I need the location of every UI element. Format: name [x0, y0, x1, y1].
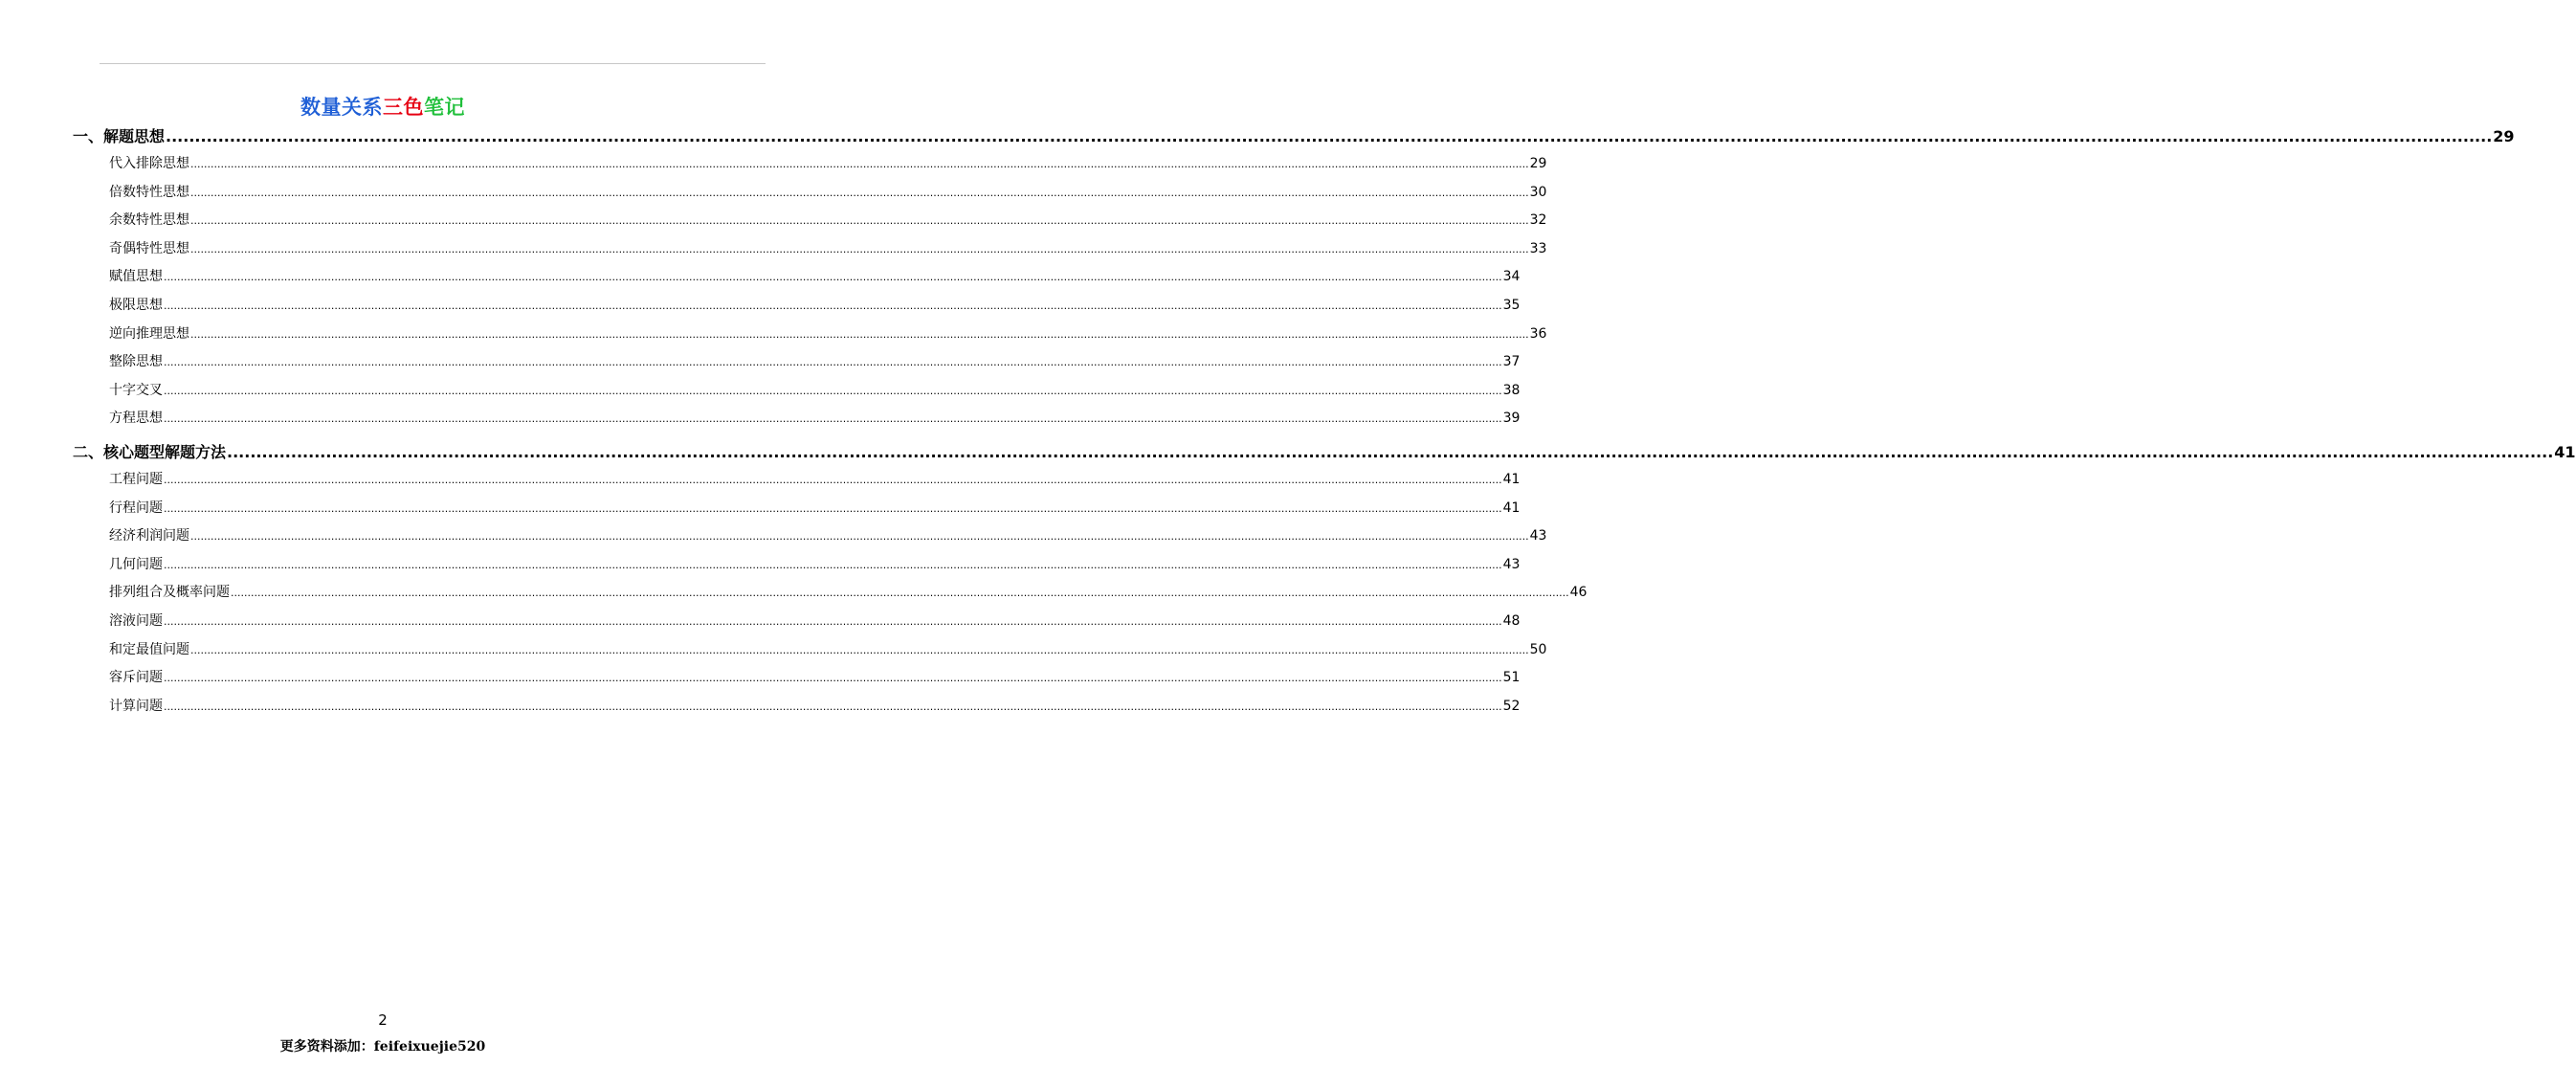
dot-leader: ................................................................................................................................................................................................................................................................................................................................................................................................................ — [164, 384, 1502, 397]
toc-item[interactable] — [73, 408, 1521, 436]
title-part-three-color: 三色 — [383, 96, 424, 119]
toc-item[interactable] — [73, 266, 1521, 295]
toc-entry-label: 倍数特性思想 — [109, 184, 189, 200]
toc-entry-page: 32 — [1529, 212, 1547, 229]
header-rule — [100, 63, 766, 64]
toc-entry-page: 48 — [1502, 612, 1521, 629]
dot-leader: ................................................................................................................................................................................................................................................................................................................................................................................................................ — [190, 327, 1529, 341]
toc-item[interactable] — [73, 182, 1547, 211]
dot-leader: ................................................................................................................................................................................................................................................................................................................................................................................................................ — [190, 214, 1529, 228]
toc-entry-page: 41 — [1502, 471, 1521, 487]
toc-entry-page: 51 — [1502, 670, 1521, 686]
toc-item[interactable] — [73, 667, 1521, 696]
dot-leader: ................................................................................................................................................................................................................................................................................................................................................................................................................ — [190, 643, 1529, 656]
dot-leader: ................................................................................................................................................................................................................................................................................................................................................................................................................ — [164, 501, 1502, 515]
dot-leader: ................................................................................................................................................................................................................................................................................................................................................................................................................ — [190, 242, 1529, 255]
toc-entry-page: 43 — [1529, 528, 1547, 544]
title-part-quantity-relation: 数量关系 — [300, 96, 383, 119]
toc-entry-page: 52 — [1502, 698, 1521, 714]
toc-entry-label: 行程问题 — [109, 500, 163, 516]
toc-entry-page: 34 — [1502, 269, 1521, 285]
table-of-contents — [73, 121, 2576, 723]
dot-leader: ................................................................................................................................................................................................................................................................................................................................................................................................................ — [190, 530, 1529, 544]
dot-leader: ................................................................................................................................................................................................................................................................................................................................................................................................................ — [164, 356, 1502, 369]
toc-entry-label: 余数特性思想 — [109, 212, 189, 229]
dot-leader: ................................................................................................................................................................................................................................................................................................................................................................................................................ — [164, 271, 1502, 284]
toc-item[interactable] — [73, 380, 1521, 409]
toc-item[interactable] — [73, 696, 1521, 724]
toc-entry-label: 容斥问题 — [109, 670, 163, 686]
toc-section[interactable] — [73, 436, 2576, 469]
toc-item[interactable] — [73, 469, 1521, 498]
toc-item[interactable] — [73, 295, 1521, 323]
toc-entry-page: 30 — [1529, 184, 1547, 200]
toc-entry-label: 方程思想 — [109, 411, 163, 427]
dot-leader: ................................................................................................................................................................................................................................................................................................................................................................................................................ — [164, 299, 1502, 312]
toc-entry-page: 39 — [1502, 411, 1521, 427]
toc-entry-page: 29 — [1529, 156, 1547, 171]
toc-entry-page: 35 — [1502, 297, 1521, 313]
toc-entry-label: 极限思想 — [109, 297, 163, 313]
dot-leader: ................................................................................................................................................................................................................................................................................................................................................................................................................ — [190, 158, 1529, 170]
toc-item[interactable] — [73, 238, 1547, 267]
toc-entry-label: 几何问题 — [109, 556, 163, 572]
title-part-notes: 笔记 — [424, 96, 465, 119]
toc-entry-label: 逆向推理思想 — [109, 325, 189, 342]
toc-item[interactable] — [73, 554, 1521, 583]
toc-entry-label: 十字交叉 — [109, 382, 163, 398]
dot-leader: ................................................................................................................................................................................................................................................................................................................................................................................................................ — [164, 700, 1502, 713]
toc-entry-label: 二、核心题型解题方法 — [73, 442, 227, 461]
dot-leader: ................................................................................................................................................................................................................................................................................................................................................................................................................ — [164, 558, 1502, 571]
toc-entry-label: 经济利润问题 — [109, 528, 189, 544]
toc-entry-label: 排列组合及概率问题 — [109, 585, 230, 601]
toc-entry-label: 溶液问题 — [109, 612, 163, 629]
toc-entry-page: 37 — [1502, 354, 1521, 370]
toc-entry-page: 41 — [2554, 442, 2576, 461]
toc-item[interactable] — [73, 582, 1588, 611]
toc-entry-label: 代入排除思想 — [109, 156, 189, 171]
footer-note: 更多资料添加：feifeixuejie520 — [279, 1039, 486, 1055]
dot-leader: ................................................................................................................................................................................................................................................................................................................................................................................................................ — [231, 587, 1569, 600]
dot-leader: ................................................................................................................................................................................................................................................................................................................................................................................................................ — [164, 412, 1502, 426]
toc-item[interactable] — [73, 323, 1547, 352]
toc-entry-page: 29 — [2493, 127, 2515, 145]
toc-entry-page: 36 — [1529, 325, 1547, 342]
toc-item[interactable] — [73, 525, 1547, 554]
dot-leader: ................................................................................................................................................................................................................................................................................................................................................................................................................ — [164, 672, 1502, 685]
dot-leader: ................................................................................................................................................................................................................................................................................................................................................................................................................ — [166, 127, 2493, 145]
toc-entry-label: 工程问题 — [109, 471, 163, 487]
toc-item[interactable] — [73, 611, 1521, 639]
toc-entry-page: 46 — [1569, 585, 1588, 601]
toc-item[interactable] — [73, 498, 1521, 526]
toc-entry-page: 38 — [1502, 382, 1521, 398]
page-number: 2 — [378, 1011, 388, 1029]
toc-entry-label: 和定最值问题 — [109, 641, 189, 657]
toc-section[interactable] — [73, 121, 2515, 153]
toc-entry-label: 赋值思想 — [109, 269, 163, 285]
toc-entry-page: 50 — [1529, 641, 1547, 657]
dot-leader: ................................................................................................................................................................................................................................................................................................................................................................................................................ — [164, 473, 1502, 486]
toc-item[interactable] — [73, 210, 1547, 238]
toc-item[interactable] — [73, 153, 1547, 182]
toc-item[interactable] — [73, 351, 1521, 380]
dot-leader: ................................................................................................................................................................................................................................................................................................................................................................................................................ — [227, 442, 2554, 461]
toc-item[interactable] — [73, 639, 1547, 668]
toc-entry-label: 整除思想 — [109, 354, 163, 370]
toc-entry-page: 33 — [1529, 240, 1547, 256]
toc-entry-label: 奇偶特性思想 — [109, 240, 189, 256]
toc-entry-page: 43 — [1502, 556, 1521, 572]
toc-entry-page: 41 — [1502, 500, 1521, 516]
toc-entry-label: 计算问题 — [109, 698, 163, 714]
dot-leader: ................................................................................................................................................................................................................................................................................................................................................................................................................ — [190, 186, 1529, 199]
document-title — [0, 92, 766, 121]
toc-entry-label: 一、解题思想 — [73, 127, 166, 145]
dot-leader: ................................................................................................................................................................................................................................................................................................................................................................................................................ — [164, 614, 1502, 628]
